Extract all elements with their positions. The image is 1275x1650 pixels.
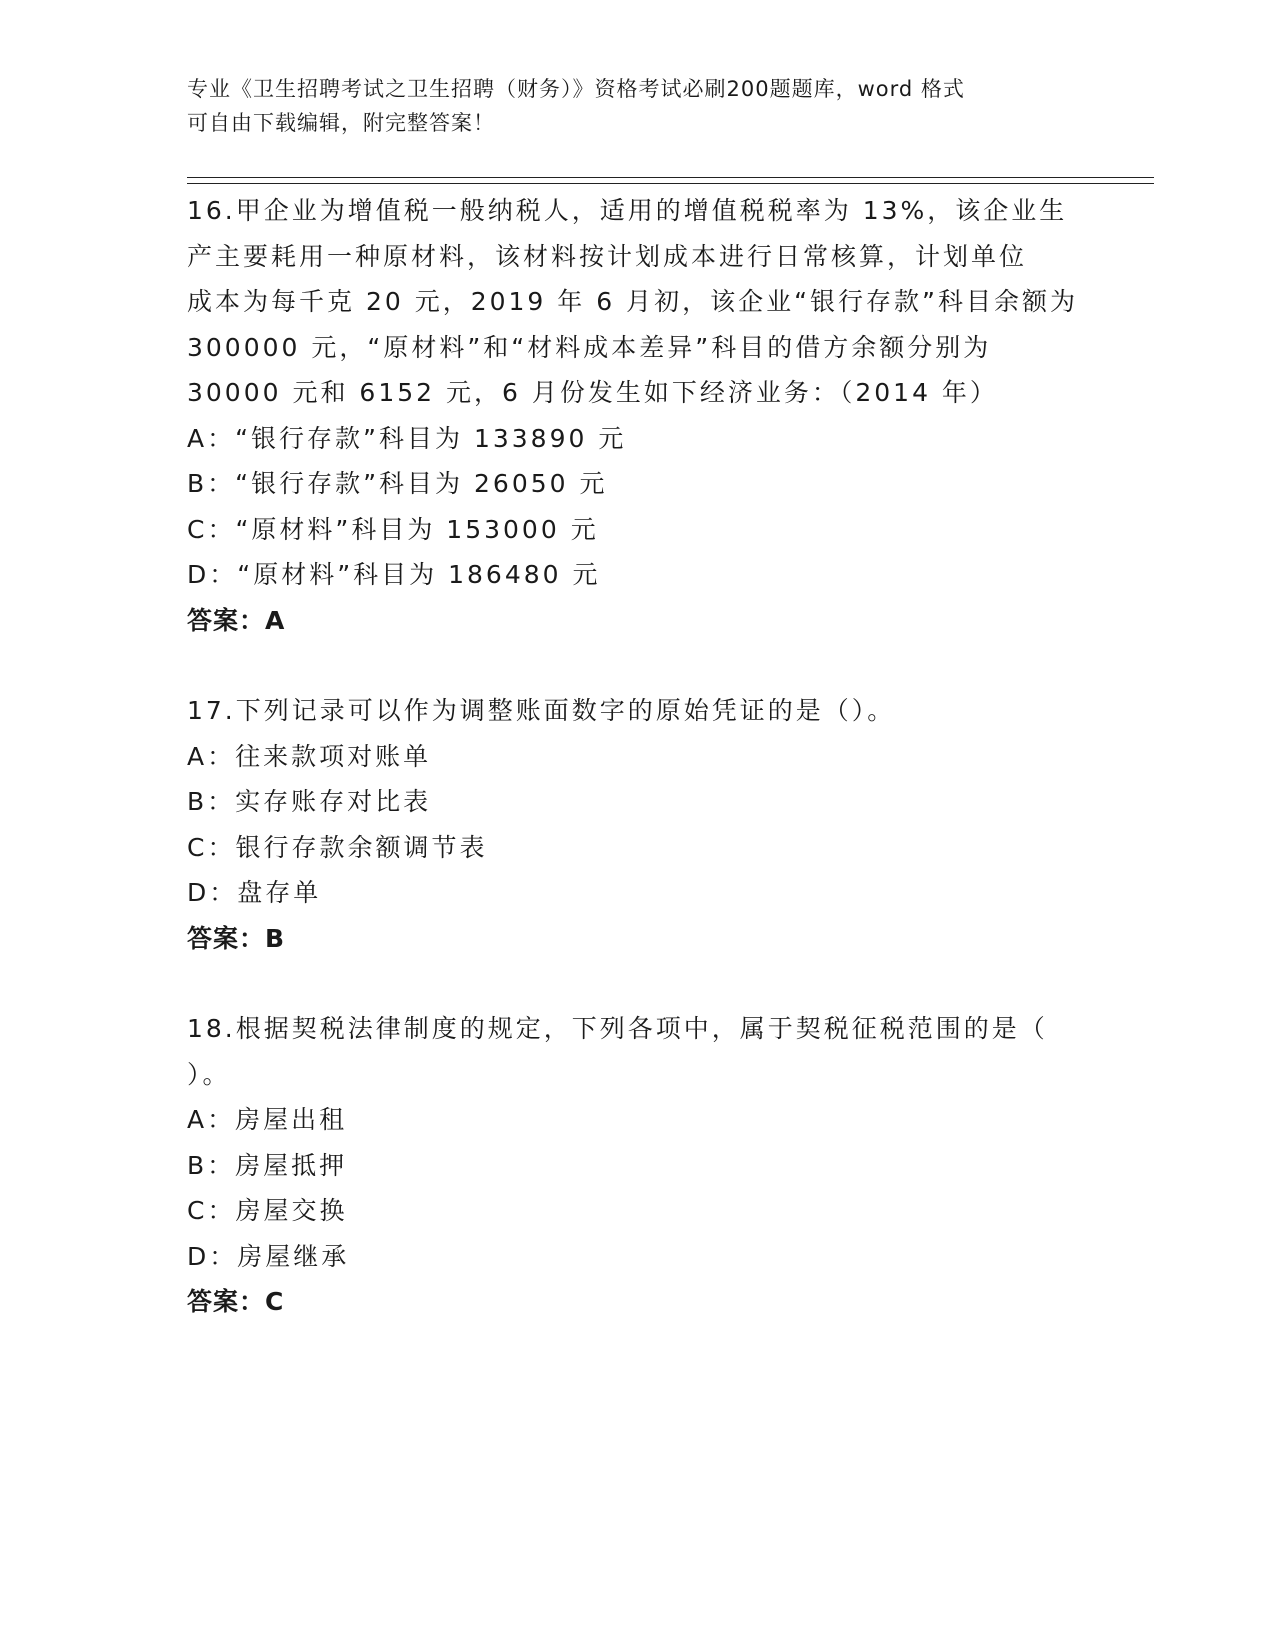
question-stem-line: 300000 元，“原材料”和“材料成本差异”科目的借方余额分别为 (187, 332, 992, 362)
option-a: A：往来款项对账单 (187, 741, 432, 771)
question-stem-line: 30000 元和 6152 元，6 月份发生如下经济业务：（2014 年） (187, 378, 998, 407)
header-line-2: 可自由下载编辑，附完整答案！ (187, 111, 495, 135)
document-header (187, 72, 1067, 140)
question-16 (187, 188, 1087, 643)
question-17 (187, 688, 1087, 961)
question-stem-line: ）。 (187, 1059, 231, 1089)
option-b: B：“银行存款”科目为 26050 元 (187, 469, 608, 498)
question-stem-line: 产主要耗用一种原材料，该材料按计划成本进行日常核算，计划单位 (187, 241, 1028, 271)
header-divider (187, 177, 1154, 184)
option-c: C：银行存款余额调节表 (187, 832, 488, 862)
question-stem-line: 成本为每千克 20 元，2019 年 6 月初，该企业“银行存款”科目余额为 (187, 287, 1078, 316)
header-line-1: 专业《卫生招聘考试之卫生招聘（财务）》资格考试必刷200题题库，word 格式 (187, 77, 965, 101)
question-stem-line: 16.甲企业为增值税一般纳税人，适用的增值税税率为 13%，该企业生 (187, 196, 1068, 225)
option-d: D：盘存单 (187, 878, 322, 907)
option-c: C：房屋交换 (187, 1196, 348, 1225)
question-stem-line: 18.根据契税法律制度的规定，下列各项中，属于契税征税范围的是（ (187, 1014, 1048, 1043)
answer-label: 答案：A (187, 605, 286, 635)
question-list (187, 188, 1087, 1370)
option-a: A：“银行存款”科目为 133890 元 (187, 423, 627, 453)
option-c: C：“原材料”科目为 153000 元 (187, 514, 599, 544)
answer-label: 答案：C (187, 1287, 285, 1316)
question-stem-line: 17.下列记录可以作为调整账面数字的原始凭证的是（）。 (187, 696, 896, 725)
option-b: B：房屋抵押 (187, 1150, 348, 1180)
question-18 (187, 1006, 1087, 1325)
option-a: A：房屋出租 (187, 1105, 348, 1134)
answer-label: 答案：B (187, 923, 286, 953)
option-d: D：房屋继承 (187, 1241, 350, 1271)
option-d: D：“原材料”科目为 186480 元 (187, 560, 601, 589)
option-b: B：实存账存对比表 (187, 787, 432, 816)
